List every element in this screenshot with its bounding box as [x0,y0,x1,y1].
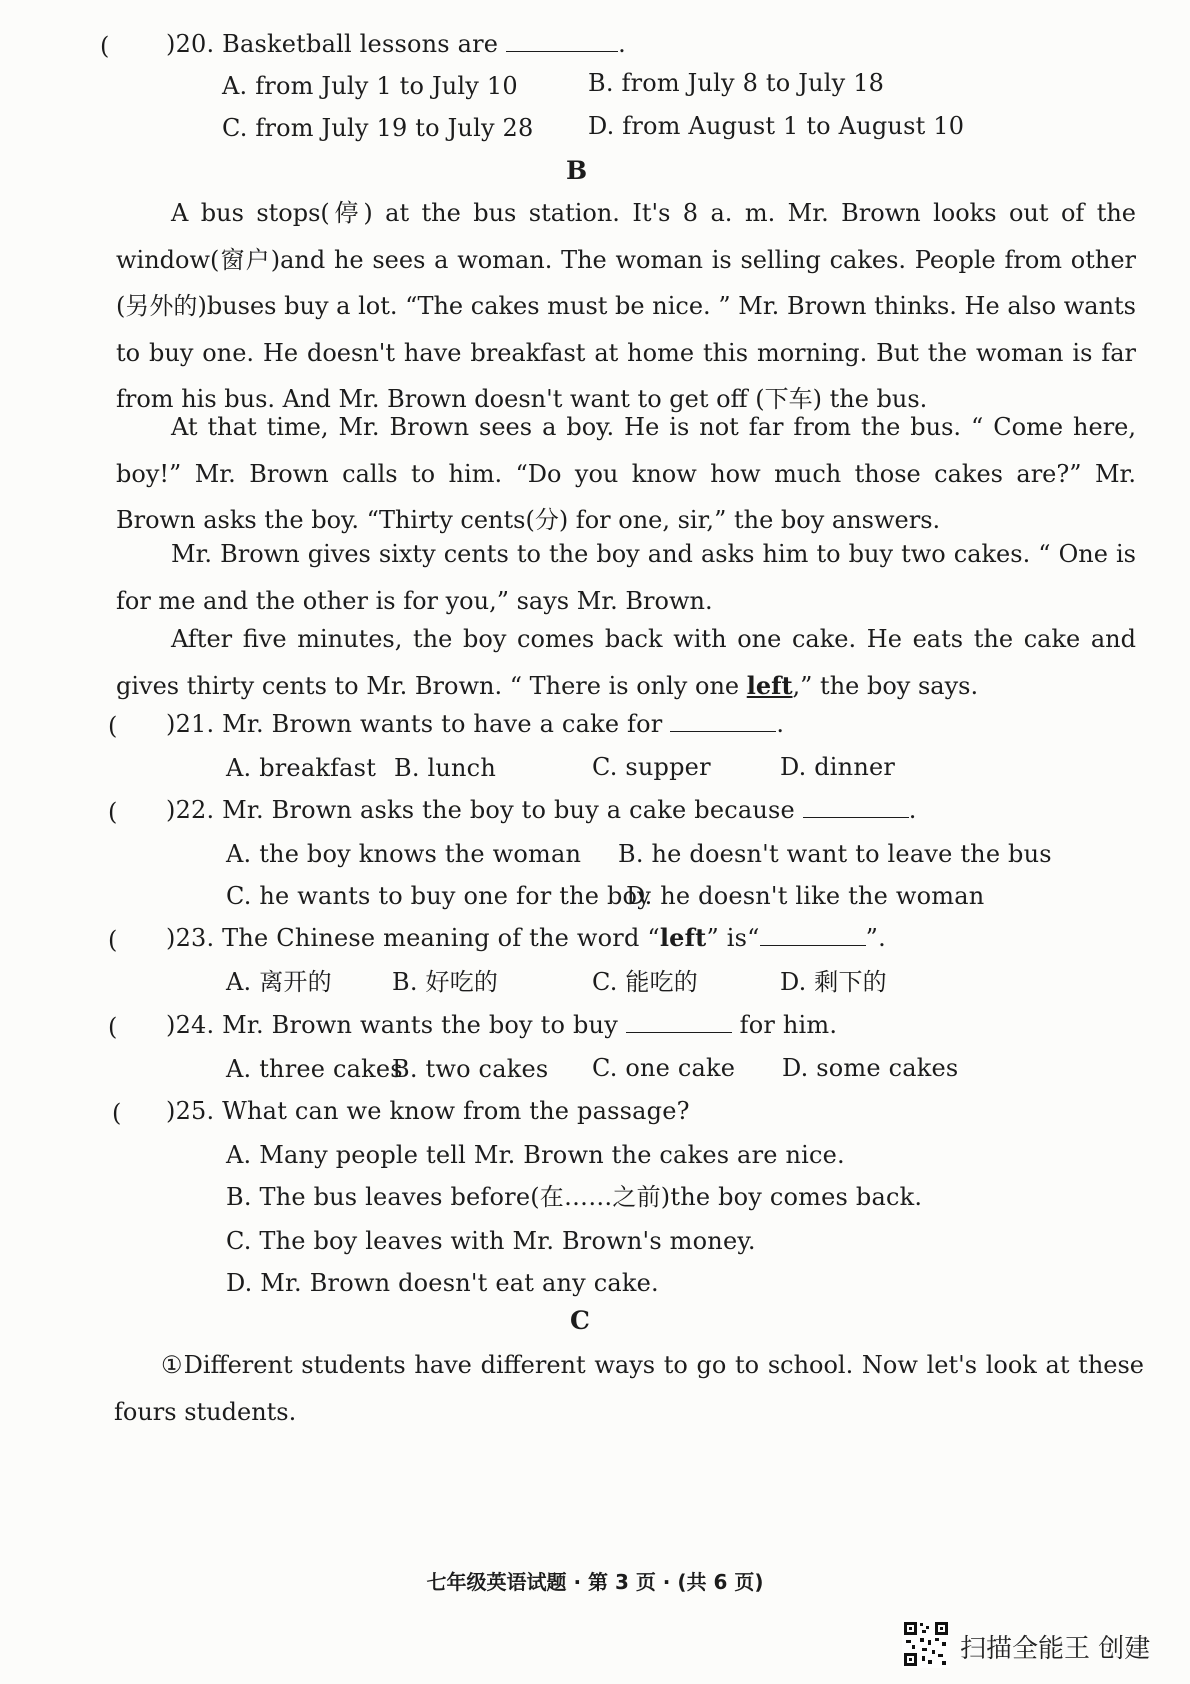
option-c: C. from July 19 to July 28 [222,114,534,142]
paragraph-text: Mr. Brown gives sixty cents to the boy and asks him to buy two cakes. “ One is for me and the other is for you,” says Mr. Brown. [116,540,1136,615]
punct: . [618,30,626,58]
question-text: )24. Mr. Brown wants the boy to buy [166,1011,618,1039]
option-a: A. three cakes [226,1055,403,1083]
option-a: A. breakfast [226,754,377,782]
option-c: C. 能吃的 [592,968,698,996]
option-a: A. the boy knows the woman [226,840,582,868]
question-22-stem [166,794,917,826]
question-24-stem [166,1009,837,1041]
paragraph-text: At that time, Mr. Brown sees a boy. He is not far from the bus. “ Come here, boy!” Mr. Brown calls to him. “Do you know how much those cakes are?” Mr. Brown asks the boy. “Thirty cents(分) for one, sir,” the boy answers. [116,413,1136,534]
option-a: A. Many people tell Mr. Brown the cakes are nice. [226,1141,845,1169]
passage-b-paragraph-1 [116,190,1136,423]
keyword-left: left [746,670,793,700]
answer-blank [803,795,909,818]
passage-c-paragraph-1 [114,1342,1144,1435]
watermark-text: 扫描全能王 创建 [960,1634,1151,1664]
scanner-watermark [902,1620,1190,1668]
answer-paren: ( [100,32,110,60]
question-text: )22. Mr. Brown asks the boy to buy a cake because [166,796,795,824]
answer-paren: ( [108,712,118,740]
question-20-stem [166,28,626,60]
option-a: A. from July 1 to July 10 [222,72,518,100]
question-text: )20. Basketball lessons are [166,30,499,58]
answer-blank [506,29,618,52]
answer-paren: ( [108,926,118,954]
page-footer: 七年级英语试题 · 第 3 页 · (共 6 页) [426,1570,764,1594]
question-23-stem [166,922,886,954]
option-d: D. dinner [780,753,896,781]
answer-blank [760,923,866,946]
section-header-b: B [566,156,588,185]
keyword-left: left [659,923,707,952]
option-c: C. one cake [592,1054,736,1082]
question-text: )23. The Chinese meaning of the word “ [166,924,660,952]
option-d: D. 剩下的 [780,968,887,996]
passage-b-paragraph-2 [116,404,1136,544]
answer-paren: ( [112,1099,122,1127]
option-d: D. Mr. Brown doesn't eat any cake. [226,1269,659,1297]
paragraph-text: A bus stops(停) at the bus station. It's 8 a. m. Mr. Brown looks out of the window(窗户)and he sees a woman. The woman is selling cakes. People from other (另外的)buses buy a lot. “The cakes must be nice. ” Mr. Brown thinks. He also wants to buy one. He doesn't have breakfast at home this morning. But the woman is far from his bus. And Mr. Brown doesn't want to get off (下车) the bus. [116,199,1136,413]
question-25-stem: )25. What can we know from the passage? [166,1097,690,1125]
question-text: ” is“ [706,924,760,952]
answer-paren: ( [108,1013,118,1041]
question-text: for him. [739,1011,838,1039]
option-d: D. he doesn't like the woman [626,882,985,910]
question-text: )21. Mr. Brown wants to have a cake for [166,710,663,738]
qr-code-icon [902,1620,950,1668]
punct: . [776,710,785,738]
answer-blank [670,709,776,732]
punct: ”. [865,924,886,952]
option-c: C. he wants to buy one for the boy [226,882,651,910]
paragraph-text: ①Different students have different ways to go to school. Now let's look at these fours students. [114,1351,1144,1426]
paragraph-text: ,” the boy says. [792,671,979,700]
option-c: C. supper [592,753,711,781]
passage-b-paragraph-3 [116,531,1136,624]
option-d: D. some cakes [782,1054,959,1082]
answer-blank [626,1010,732,1033]
option-b: B. two cakes [392,1055,549,1083]
option-b: B. lunch [394,754,496,782]
option-b: B. from July 8 to July 18 [588,69,885,97]
punct: . [908,796,917,824]
answer-paren: ( [108,798,118,826]
option-c: C. The boy leaves with Mr. Brown's money. [226,1227,756,1255]
option-b: B. he doesn't want to leave the bus [618,840,1052,868]
option-d: D. from August 1 to August 10 [588,112,965,140]
option-b: B. The bus leaves before(在……之前)the boy comes back. [226,1183,923,1211]
passage-b-paragraph-4 [116,616,1136,709]
option-a: A. 离开的 [226,968,332,996]
option-b: B. 好吃的 [392,968,499,996]
paragraph-text: After five minutes, the boy comes back with one cake. He eats the cake and gives thirty cents to Mr. Brown. “ There is only one [116,625,1136,700]
section-header-c: C [570,1306,590,1335]
question-21-stem [166,708,784,740]
